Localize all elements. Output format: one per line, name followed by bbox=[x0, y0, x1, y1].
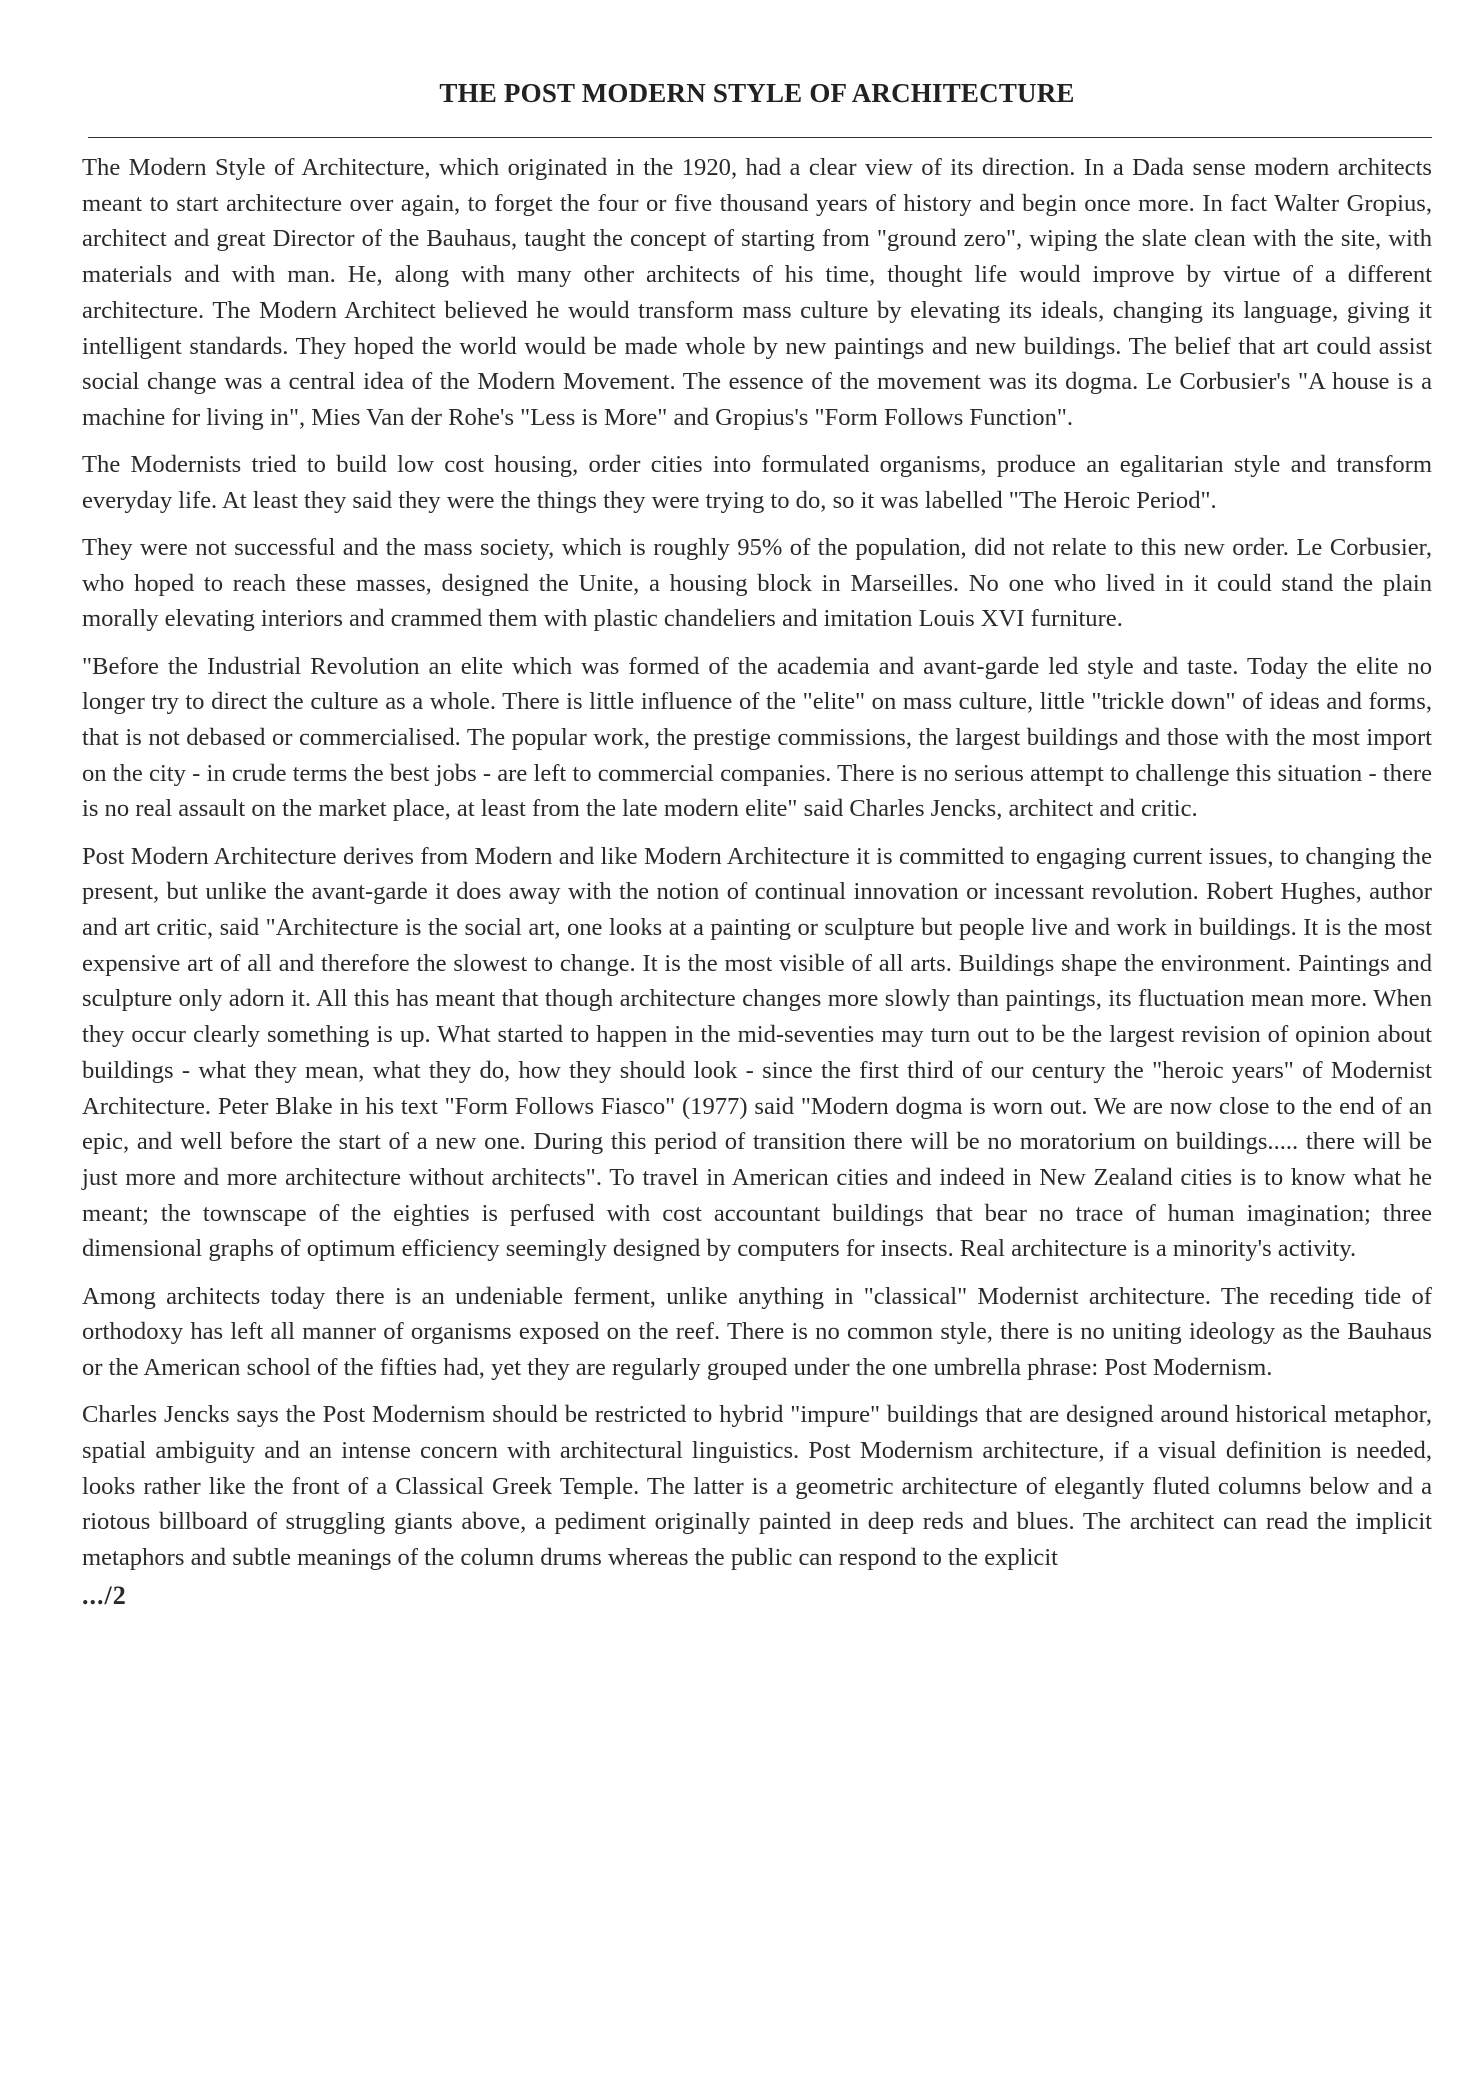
paragraph-7: Charles Jencks says the Post Modernism should be restricted to hybrid "impure" buildings that are designed around historical metaphor, spatial ambiguity and an intense concern with architectural linguistics. Post Modernism architecture, if a visual definition is needed, looks rather like the front of a Classical Greek Temple. The latter is a geometric architecture of elegantly fluted columns below and a riotous billboard of struggling giants above, a pediment originally painted in deep reds and blues. The architect can read the implicit metaphors and subtle meanings of the column drums whereas the public can respond to the explicit bbox=[82, 1401, 1432, 1572]
paragraph-1: The Modern Style of Architecture, which originated in the 1920, had a clear view of its direction. In a Dada sense modern architects meant to start architecture over again, to forget the four or five thousand years of history and begin once more. In fact Walter Gropius, architect and great Director of the Bauhaus, taught the concept of starting from "ground zero", wiping the slate clean with the site, with materials and with man. He, along with many other architects of his time, thought life would improve by virtue of a different architecture. The Modern Architect believed he would transform mass culture by elevating its ideals, changing its language, giving it intelligent standards. They hoped the world would be made whole by new paintings and new buildings. The belief that art could assist social change was a central idea of the Modern Movement. The essence of the movement was its dogma. Le Corbusier's "A house is a machine for living in", Mies Van der Rohe's "Less is More" and Gropius's "Form Follows Function". bbox=[82, 154, 1432, 431]
document-page bbox=[82, 78, 1432, 1611]
title-divider bbox=[88, 137, 1432, 138]
paragraph-6: Among architects today there is an undeniable ferment, unlike anything in "classical" Modernist architecture. The receding tide of orthodoxy has left all manner of organisms exposed on the reef. There is no common style, there is no uniting ideology as the Bauhaus or the American school of the fifties had, yet they are regularly grouped under the one umbrella phrase: Post Modernism. bbox=[82, 1282, 1432, 1381]
document-title: THE POST MODERN STYLE OF ARCHITECTURE bbox=[439, 78, 1075, 108]
paragraph-3: They were not successful and the mass society, which is roughly 95% of the population, did not relate to this new order. Le Corbusier, who hoped to reach these masses, designed the Unite, a housing block in Marseilles. No one who lived in it could stand the plain morally elevating interiors and crammed them with plastic chandeliers and imitation Louis XVI furniture. bbox=[82, 534, 1432, 633]
page-continuation-marker: .../2 bbox=[82, 1581, 127, 1611]
paragraph-2: The Modernists tried to build low cost housing, order cities into formulated organisms, produce an egalitarian style and transform everyday life. At least they said they were the things they were trying to do, so it was labelled "The Heroic Period". bbox=[82, 451, 1432, 514]
paragraph-5: Post Modern Architecture derives from Modern and like Modern Architecture it is committed to engaging current issues, to changing the present, but unlike the avant-garde it does away with the notion of continual innovation or incessant revolution. Robert Hughes, author and art critic, said "Architecture is the social art, one looks at a painting or sculpture but people live and work in buildings. It is the most expensive art of all and therefore the slowest to change. It is the most visible of all arts. Buildings shape the environment. Paintings and sculpture only adorn it. All this has meant that though architecture changes more slowly than paintings, its fluctuation mean more. When they occur clearly something is up. What started to happen in the mid-seventies may turn out to be the largest revision of opinion about buildings - what they mean, what they do, how they should look - since the first third of our century the "heroic years" of Modernist Architecture. Peter Blake in his text "Form Follows Fiasco" (1977) said "Modern dogma is worn out. We are now close to the end of an epic, and well before the start of a new one. During this period of transition there will be no moratorium on buildings..... there will be just more and more architecture without architects". To travel in American cities and indeed in New Zealand cities is to know what he meant; the townscape of the eighties is perfused with cost accountant buildings that bear no trace of human imagination; three dimensional graphs of optimum efficiency seemingly designed by computers for insects. Real architecture is a minority's activity. bbox=[82, 842, 1432, 1263]
paragraph-4: "Before the Industrial Revolution an elite which was formed of the academia and avant-garde led style and taste. Today the elite no longer try to direct the culture as a whole. There is little influence of the "elite" on mass culture, little "trickle down" of ideas and forms, that is not debased or commercialised. The popular work, the prestige commissions, the largest buildings and those with the most import on the city - in crude terms the best jobs - are left to commercial companies. There is no serious attempt to challenge this situation - there is no real assault on the market place, at least from the late modern elite" said Charles Jencks, architect and critic. bbox=[82, 652, 1432, 823]
